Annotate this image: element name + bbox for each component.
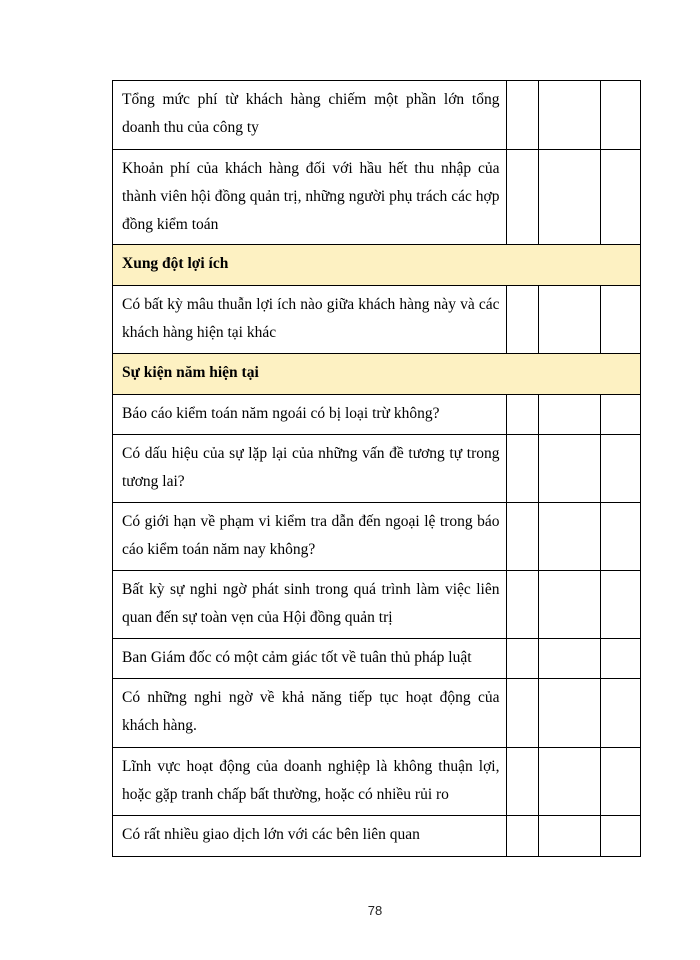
answer-cell	[600, 571, 640, 639]
answer-cell	[600, 816, 640, 857]
page-number: 78	[367, 903, 383, 918]
table-row	[113, 435, 641, 503]
answer-cell	[538, 679, 600, 748]
answer-cell	[600, 150, 640, 245]
answer-cell	[507, 395, 538, 435]
answer-cell	[600, 503, 640, 571]
question-cell: Có những nghi ngờ về khả năng tiếp tục hoạt động của khách hàng.	[113, 679, 507, 748]
section-header-current-year-events: Sự kiện năm hiện tại	[113, 354, 641, 395]
question-cell: Lĩnh vực hoạt động của doanh nghiệp là không thuận lợi, hoặc gặp tranh chấp bất thường, hoặc có nhiều rủi ro	[113, 748, 507, 816]
answer-cell	[600, 435, 640, 503]
answer-cell	[538, 748, 600, 816]
answer-cell	[507, 639, 538, 679]
table-row	[113, 286, 641, 354]
question-cell: Có giới hạn về phạm vi kiểm tra dẫn đến ngoại lệ trong báo cáo kiểm toán năm nay không?	[113, 503, 507, 571]
answer-cell	[507, 81, 538, 150]
question-cell: Có bất kỳ mâu thuẫn lợi ích nào giữa khách hàng này và các khách hàng hiện tại khác	[113, 286, 507, 354]
table-row	[113, 748, 641, 816]
answer-cell	[600, 395, 640, 435]
table-row	[113, 81, 641, 150]
answer-cell	[600, 639, 640, 679]
question-cell: Có rất nhiều giao dịch lớn với các bên liên quan	[113, 816, 507, 857]
answer-cell	[507, 286, 538, 354]
answer-cell	[538, 395, 600, 435]
table-row	[113, 395, 641, 435]
table-row	[113, 571, 641, 639]
question-cell: Bất kỳ sự nghi ngờ phát sinh trong quá trình làm việc liên quan đến sự toàn vẹn của Hội đồng quản trị	[113, 571, 507, 639]
section-header-row	[113, 354, 641, 395]
answer-cell	[600, 679, 640, 748]
section-header-conflict-of-interest: Xung đột lợi ích	[113, 245, 641, 286]
answer-cell	[507, 816, 538, 857]
answer-cell	[507, 571, 538, 639]
answer-cell	[538, 286, 600, 354]
answer-cell	[600, 81, 640, 150]
question-cell: Tổng mức phí từ khách hàng chiếm một phần lớn tổng doanh thu của công ty	[113, 81, 507, 150]
answer-cell	[600, 748, 640, 816]
question-cell: Khoản phí của khách hàng đối với hầu hết thu nhập của thành viên hội đồng quản trị, những người phụ trách các hợp đồng kiểm toán	[113, 150, 507, 245]
answer-cell	[507, 679, 538, 748]
table-row	[113, 816, 641, 857]
answer-cell	[507, 503, 538, 571]
answer-cell	[507, 150, 538, 245]
answer-cell	[538, 435, 600, 503]
question-cell: Có dấu hiệu của sự lặp lại của những vấn đề tương tự trong tương lai?	[113, 435, 507, 503]
table-row	[113, 679, 641, 748]
table-row	[113, 639, 641, 679]
answer-cell	[538, 81, 600, 150]
answer-cell	[538, 503, 600, 571]
answer-cell	[538, 150, 600, 245]
checklist-table	[112, 80, 641, 857]
table-row	[113, 503, 641, 571]
answer-cell	[507, 748, 538, 816]
question-cell: Ban Giám đốc có một cảm giác tốt về tuân thủ pháp luật	[113, 639, 507, 679]
answer-cell	[538, 639, 600, 679]
answer-cell	[538, 571, 600, 639]
question-cell: Báo cáo kiểm toán năm ngoái có bị loại trừ không?	[113, 395, 507, 435]
section-header-row	[113, 245, 641, 286]
answer-cell	[507, 435, 538, 503]
answer-cell	[538, 816, 600, 857]
answer-cell	[600, 286, 640, 354]
table-row	[113, 150, 641, 245]
